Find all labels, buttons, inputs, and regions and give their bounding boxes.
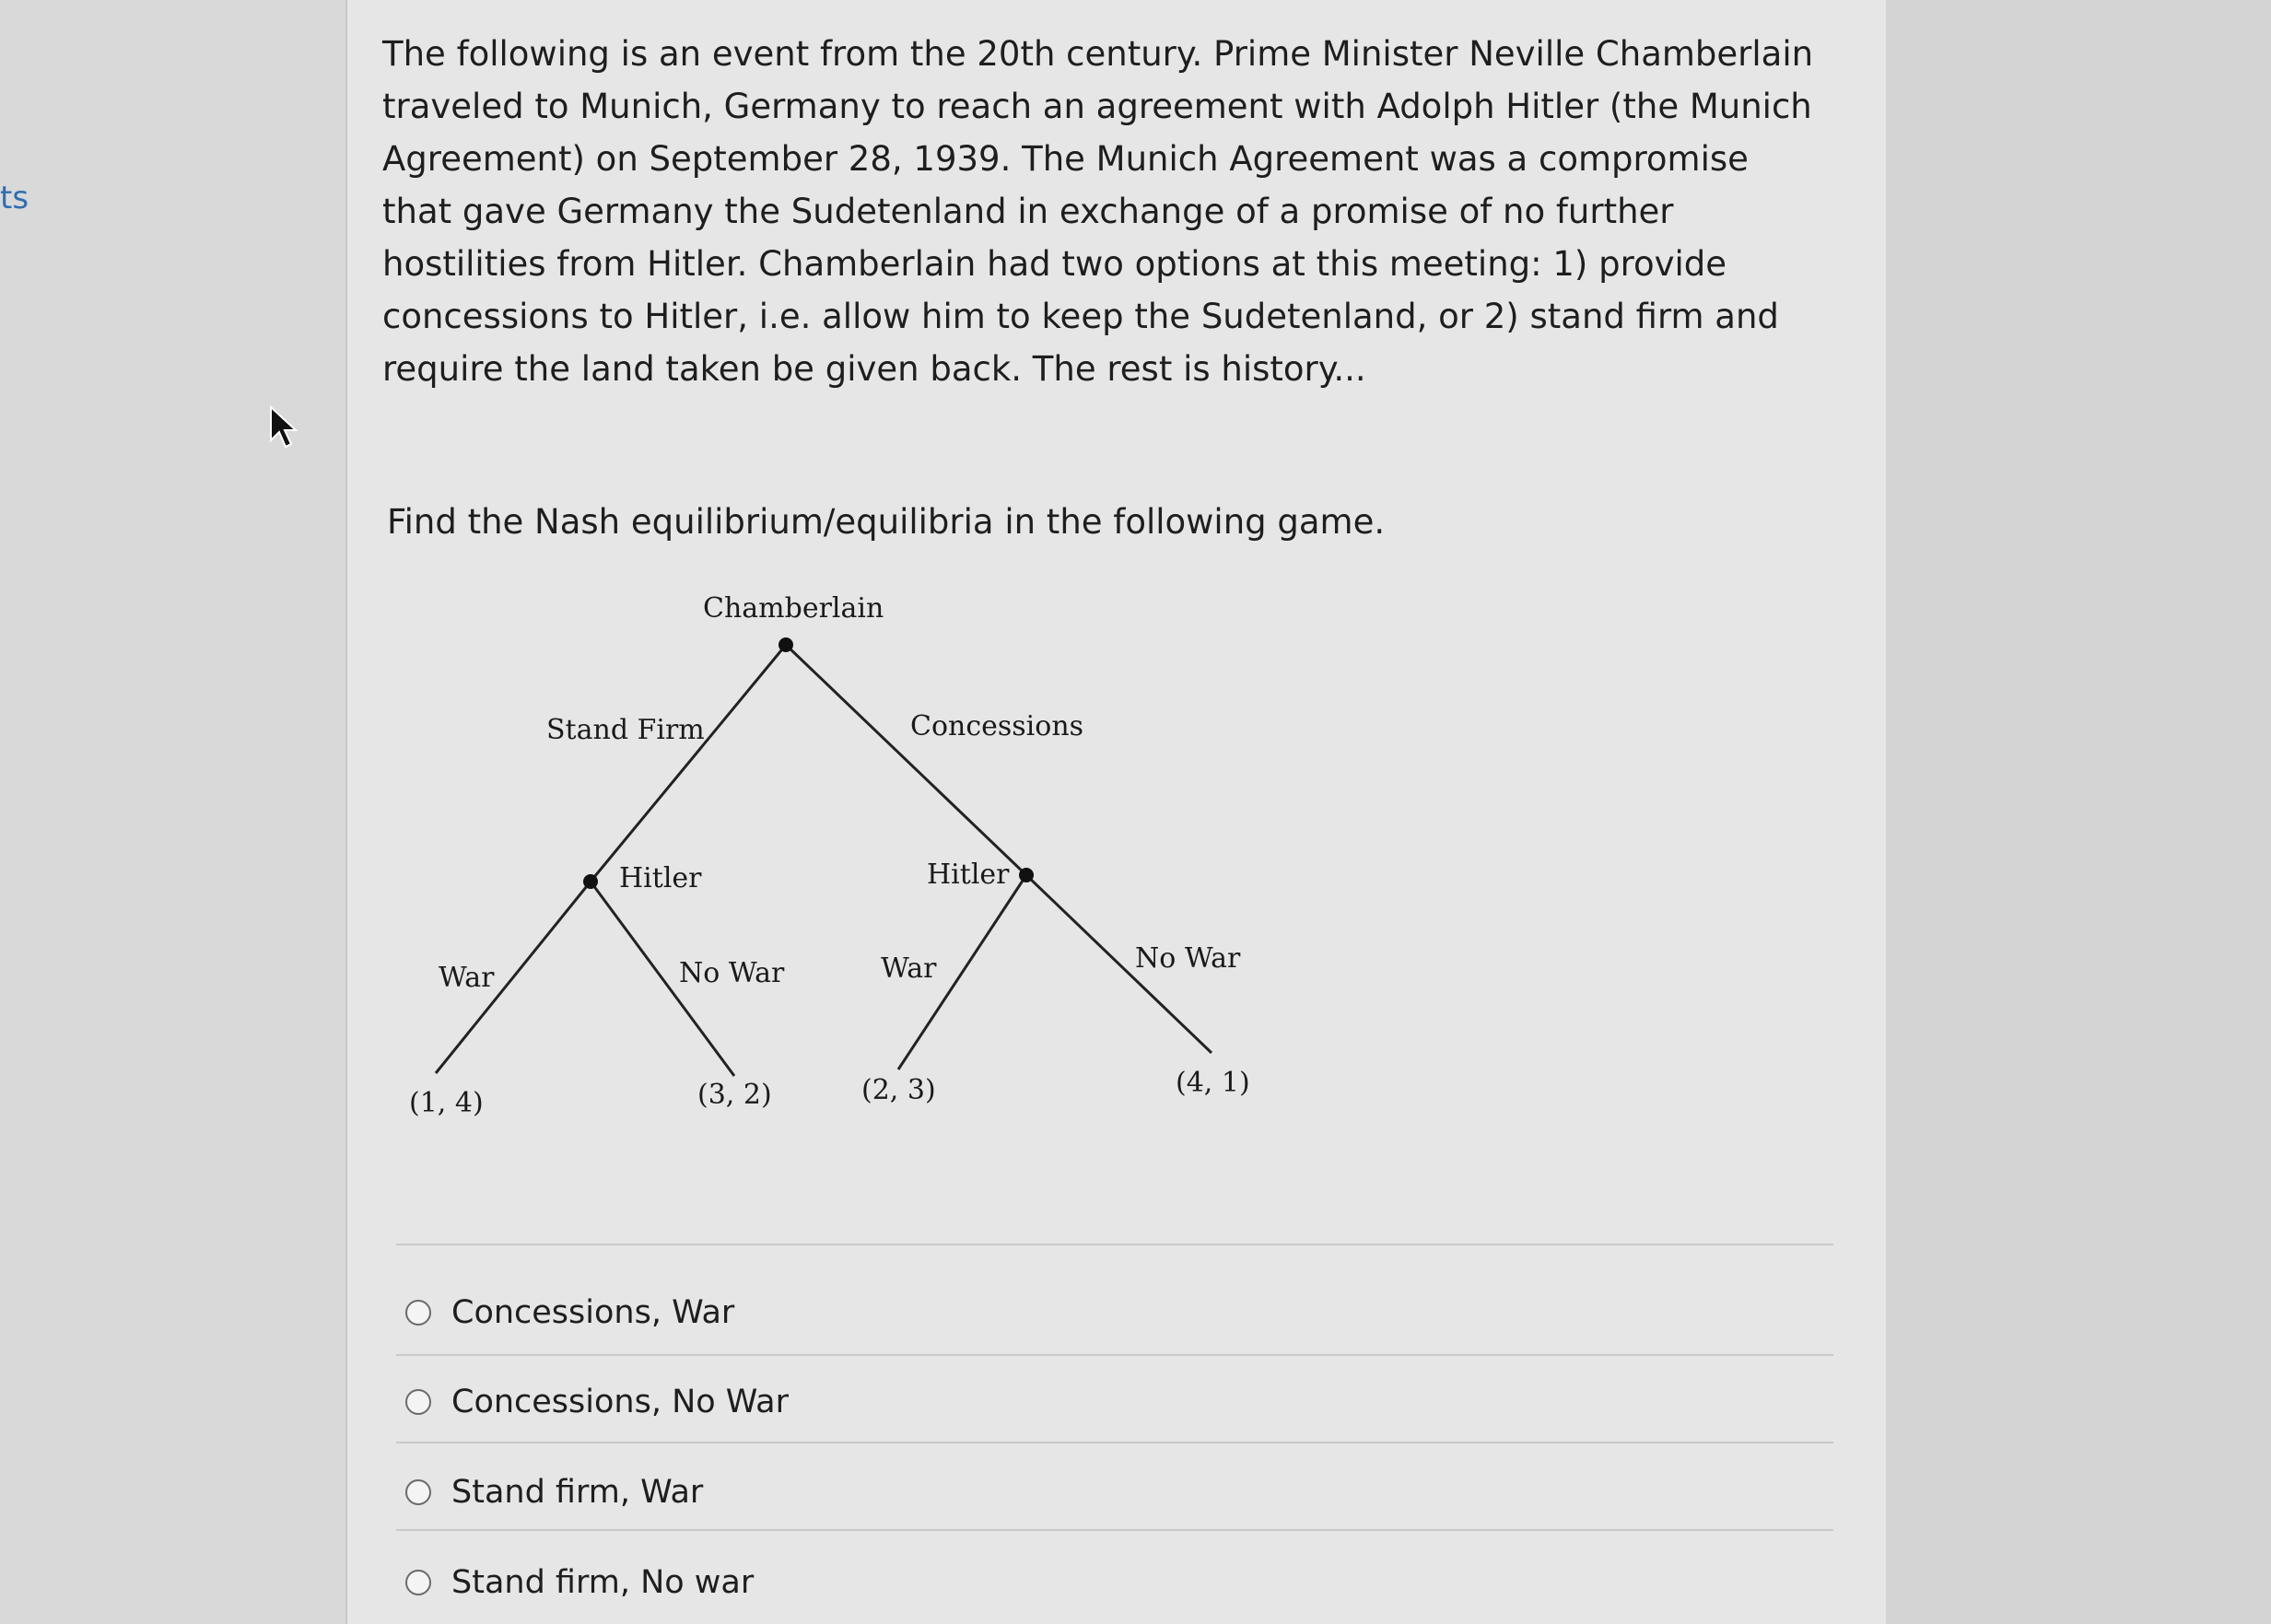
right-background bbox=[1886, 0, 2271, 1624]
payoff-concessions-war: (2, 3) bbox=[861, 1074, 936, 1106]
answer-option[interactable] bbox=[405, 1379, 789, 1425]
right-decision-node bbox=[1019, 868, 1034, 882]
radio-button[interactable] bbox=[405, 1479, 431, 1505]
branch-label-right-war: War bbox=[881, 952, 937, 985]
edge-stand-firm bbox=[591, 645, 786, 882]
answer-option[interactable] bbox=[405, 1290, 734, 1336]
options-divider bbox=[396, 1244, 1833, 1245]
answer-option[interactable] bbox=[405, 1469, 703, 1515]
option-divider bbox=[396, 1529, 1833, 1531]
edge-concessions bbox=[786, 645, 1026, 875]
radio-button[interactable] bbox=[405, 1389, 431, 1415]
left-decision-node bbox=[583, 874, 598, 889]
branch-label-left-no-war: No War bbox=[679, 957, 785, 989]
payoff-concessions-no-war: (4, 1) bbox=[1176, 1067, 1250, 1099]
option-label: Concessions, War bbox=[451, 1294, 735, 1331]
option-divider bbox=[396, 1354, 1833, 1356]
radio-button[interactable] bbox=[405, 1300, 431, 1326]
root-player-label: Chamberlain bbox=[703, 592, 884, 625]
left-background bbox=[0, 0, 345, 1624]
game-tree-diagram bbox=[369, 571, 1290, 1142]
radio-button[interactable] bbox=[405, 1570, 431, 1595]
option-label: Stand firm, No war bbox=[451, 1564, 755, 1601]
left-node-player-label: Hitler bbox=[619, 862, 702, 894]
option-label: Stand firm, War bbox=[451, 1474, 704, 1511]
sidebar-text-fragment[interactable]: ts bbox=[0, 180, 29, 216]
branch-label-concessions: Concessions bbox=[910, 710, 1084, 742]
mouse-pointer-icon bbox=[267, 405, 304, 451]
answer-option[interactable] bbox=[405, 1560, 754, 1606]
right-node-player-label: Hitler bbox=[927, 859, 1010, 891]
question-prompt: Find the Nash equilibrium/equilibria in the following game. bbox=[387, 502, 1386, 542]
option-label: Concessions, No War bbox=[451, 1384, 790, 1420]
payoff-stand-firm-no-war: (3, 2) bbox=[697, 1079, 772, 1111]
question-passage: The following is an event from the 20th century. Prime Minister Neville Chamberlain traveled to Munich, Germany to reach an agreement with Adolph Hitler (the Munich Agreement) on September 28, 1939. The Munich Agreement was a compromise that gave Germany the Sudetenland in exchange of a promise of no further hostilities from Hitler. Chamberlain had two options at this meeting: 1) provide concessions to Hitler, i.e. allow him to keep the Sudetenland, or 2) stand firm and require the land taken be given back. The rest is history... bbox=[382, 34, 1814, 389]
branch-label-left-war: War bbox=[439, 962, 495, 994]
branch-label-right-no-war: No War bbox=[1135, 942, 1241, 975]
branch-label-stand-firm: Stand Firm bbox=[546, 714, 705, 746]
root-node bbox=[778, 637, 793, 652]
option-divider bbox=[396, 1442, 1833, 1443]
payoff-stand-firm-war: (1, 4) bbox=[409, 1087, 484, 1119]
